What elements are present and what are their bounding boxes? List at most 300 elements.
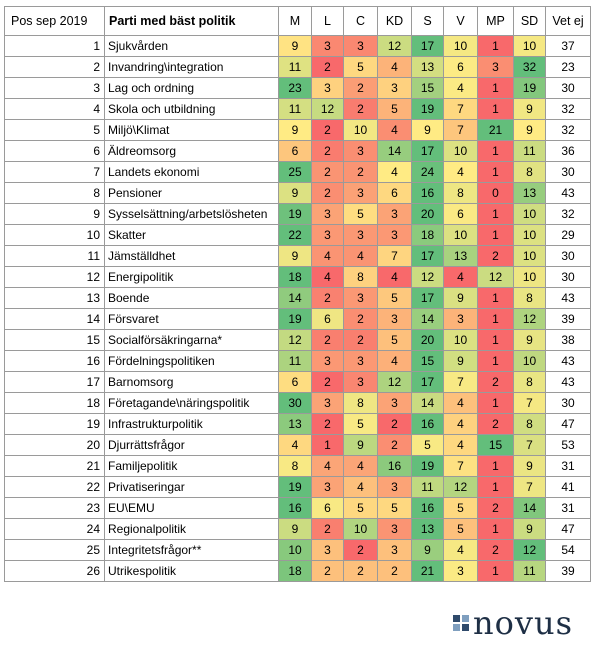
row-issue: Infrastrukturpolitik <box>105 414 279 435</box>
party-value-cell: 21 <box>412 561 444 582</box>
party-value-cell: 5 <box>344 498 378 519</box>
party-value-cell: 2 <box>344 162 378 183</box>
table-header <box>5 7 591 36</box>
header-party-mp: MP <box>478 7 514 36</box>
header-party-m: M <box>279 7 312 36</box>
row-position: 23 <box>5 498 105 519</box>
row-position: 8 <box>5 183 105 204</box>
party-value-cell: 4 <box>378 57 412 78</box>
party-value-cell: 2 <box>312 561 344 582</box>
party-value-cell: 1 <box>478 477 514 498</box>
party-value-cell: 14 <box>514 498 546 519</box>
row-position: 6 <box>5 141 105 162</box>
party-value-cell: 3 <box>312 351 344 372</box>
row-vetej: 31 <box>546 456 591 477</box>
table-row <box>5 372 591 393</box>
table-row <box>5 561 591 582</box>
table-row <box>5 393 591 414</box>
row-issue: Skola och utbildning <box>105 99 279 120</box>
row-position: 1 <box>5 36 105 57</box>
party-value-cell: 22 <box>279 225 312 246</box>
party-value-cell: 2 <box>344 99 378 120</box>
party-value-cell: 4 <box>378 267 412 288</box>
table-row <box>5 246 591 267</box>
row-position: 22 <box>5 477 105 498</box>
row-position: 13 <box>5 288 105 309</box>
party-value-cell: 13 <box>412 57 444 78</box>
party-value-cell: 4 <box>444 162 478 183</box>
party-value-cell: 9 <box>279 246 312 267</box>
party-value-cell: 2 <box>312 162 344 183</box>
party-value-cell: 1 <box>478 78 514 99</box>
party-value-cell: 10 <box>514 351 546 372</box>
party-value-cell: 3 <box>378 204 412 225</box>
party-value-cell: 3 <box>312 393 344 414</box>
row-vetej: 47 <box>546 414 591 435</box>
logo-square <box>453 615 460 622</box>
party-value-cell: 9 <box>279 183 312 204</box>
party-value-cell: 3 <box>378 519 412 540</box>
party-value-cell: 3 <box>378 540 412 561</box>
row-issue: Boende <box>105 288 279 309</box>
party-value-cell: 1 <box>478 393 514 414</box>
party-value-cell: 14 <box>412 309 444 330</box>
party-value-cell: 1 <box>478 36 514 57</box>
table-row <box>5 204 591 225</box>
party-value-cell: 1 <box>478 330 514 351</box>
table-row <box>5 540 591 561</box>
party-value-cell: 4 <box>344 456 378 477</box>
party-value-cell: 17 <box>412 288 444 309</box>
party-value-cell: 3 <box>312 204 344 225</box>
table-row <box>5 414 591 435</box>
table-row <box>5 120 591 141</box>
table-row <box>5 519 591 540</box>
party-value-cell: 2 <box>344 78 378 99</box>
party-value-cell: 6 <box>378 183 412 204</box>
party-value-cell: 2 <box>478 372 514 393</box>
party-value-cell: 10 <box>514 246 546 267</box>
party-value-cell: 4 <box>378 351 412 372</box>
party-value-cell: 1 <box>478 309 514 330</box>
header-pos: Pos sep 2019 <box>5 7 105 36</box>
party-value-cell: 3 <box>444 561 478 582</box>
party-value-cell: 11 <box>279 351 312 372</box>
party-value-cell: 5 <box>378 288 412 309</box>
header-party-c: C <box>344 7 378 36</box>
row-position: 3 <box>5 78 105 99</box>
novus-logo <box>453 606 573 640</box>
party-value-cell: 17 <box>412 141 444 162</box>
row-issue: Utrikespolitik <box>105 561 279 582</box>
party-value-cell: 4 <box>444 435 478 456</box>
row-vetej: 30 <box>546 393 591 414</box>
row-vetej: 43 <box>546 372 591 393</box>
party-value-cell: 17 <box>412 36 444 57</box>
party-value-cell: 19 <box>279 204 312 225</box>
row-position: 12 <box>5 267 105 288</box>
party-value-cell: 20 <box>412 204 444 225</box>
party-value-cell: 20 <box>412 330 444 351</box>
party-value-cell: 2 <box>478 414 514 435</box>
row-vetej: 53 <box>546 435 591 456</box>
party-value-cell: 1 <box>312 435 344 456</box>
party-value-cell: 9 <box>514 519 546 540</box>
table-row <box>5 477 591 498</box>
row-issue: Privatiseringar <box>105 477 279 498</box>
party-value-cell: 3 <box>378 477 412 498</box>
party-value-cell: 7 <box>444 456 478 477</box>
table-row <box>5 99 591 120</box>
party-value-cell: 9 <box>412 540 444 561</box>
row-issue: Lag och ordning <box>105 78 279 99</box>
party-value-cell: 10 <box>444 225 478 246</box>
party-value-cell: 9 <box>514 330 546 351</box>
party-value-cell: 1 <box>478 519 514 540</box>
party-value-cell: 3 <box>312 225 344 246</box>
party-value-cell: 10 <box>514 225 546 246</box>
table-row <box>5 330 591 351</box>
party-value-cell: 6 <box>279 141 312 162</box>
row-vetej: 30 <box>546 246 591 267</box>
logo-wordmark: novus <box>473 604 573 642</box>
party-value-cell: 2 <box>378 414 412 435</box>
row-position: 25 <box>5 540 105 561</box>
header-party-kd: KD <box>378 7 412 36</box>
party-value-cell: 12 <box>444 477 478 498</box>
row-position: 26 <box>5 561 105 582</box>
party-value-cell: 19 <box>279 309 312 330</box>
row-vetej: 38 <box>546 330 591 351</box>
party-value-cell: 5 <box>378 498 412 519</box>
party-value-cell: 10 <box>514 204 546 225</box>
party-value-cell: 3 <box>478 57 514 78</box>
row-issue: Miljö\Klimat <box>105 120 279 141</box>
row-position: 7 <box>5 162 105 183</box>
row-issue: Invandring\integration <box>105 57 279 78</box>
party-value-cell: 5 <box>412 435 444 456</box>
header-party-sd: SD <box>514 7 546 36</box>
party-value-cell: 2 <box>478 498 514 519</box>
row-issue: Socialförsäkringarna* <box>105 330 279 351</box>
party-value-cell: 4 <box>444 267 478 288</box>
party-value-cell: 13 <box>412 519 444 540</box>
row-position: 11 <box>5 246 105 267</box>
party-value-cell: 10 <box>444 36 478 57</box>
table-row <box>5 351 591 372</box>
party-value-cell: 2 <box>344 540 378 561</box>
party-value-cell: 9 <box>514 120 546 141</box>
party-value-cell: 9 <box>514 456 546 477</box>
row-position: 24 <box>5 519 105 540</box>
party-value-cell: 13 <box>444 246 478 267</box>
party-value-cell: 5 <box>444 498 478 519</box>
row-position: 2 <box>5 57 105 78</box>
party-value-cell: 2 <box>312 414 344 435</box>
row-vetej: 37 <box>546 36 591 57</box>
row-vetej: 32 <box>546 99 591 120</box>
table-row <box>5 57 591 78</box>
party-value-cell: 12 <box>412 267 444 288</box>
row-vetej: 36 <box>546 141 591 162</box>
party-value-cell: 4 <box>444 540 478 561</box>
table-row <box>5 78 591 99</box>
row-issue: Pensioner <box>105 183 279 204</box>
party-value-cell: 1 <box>478 351 514 372</box>
party-value-cell: 16 <box>412 498 444 519</box>
party-value-cell: 3 <box>444 309 478 330</box>
party-value-cell: 3 <box>312 36 344 57</box>
row-position: 15 <box>5 330 105 351</box>
party-value-cell: 12 <box>514 540 546 561</box>
row-vetej: 47 <box>546 519 591 540</box>
party-value-cell: 7 <box>514 477 546 498</box>
party-value-cell: 5 <box>444 519 478 540</box>
logo-mark-icon <box>453 615 469 631</box>
party-value-cell: 19 <box>514 78 546 99</box>
row-issue: Företagande\näringspolitik <box>105 393 279 414</box>
row-issue: Sjukvården <box>105 36 279 57</box>
party-value-cell: 13 <box>514 183 546 204</box>
party-value-cell: 13 <box>279 414 312 435</box>
party-value-cell: 14 <box>412 393 444 414</box>
party-value-cell: 3 <box>378 225 412 246</box>
party-value-cell: 11 <box>279 57 312 78</box>
row-position: 10 <box>5 225 105 246</box>
party-value-cell: 10 <box>279 540 312 561</box>
party-value-cell: 4 <box>444 393 478 414</box>
table-row <box>5 309 591 330</box>
party-value-cell: 9 <box>444 351 478 372</box>
row-issue: Barnomsorg <box>105 372 279 393</box>
party-value-cell: 19 <box>412 99 444 120</box>
party-value-cell: 19 <box>279 477 312 498</box>
row-issue: Sysselsättning/arbetslösheten <box>105 204 279 225</box>
table-row <box>5 162 591 183</box>
party-value-cell: 25 <box>279 162 312 183</box>
party-value-cell: 4 <box>344 246 378 267</box>
party-value-cell: 3 <box>378 78 412 99</box>
party-value-cell: 1 <box>478 225 514 246</box>
party-value-cell: 0 <box>478 183 514 204</box>
party-value-cell: 17 <box>412 372 444 393</box>
row-issue: Energipolitik <box>105 267 279 288</box>
party-value-cell: 14 <box>378 141 412 162</box>
row-issue: Landets ekonomi <box>105 162 279 183</box>
party-value-cell: 8 <box>514 162 546 183</box>
party-value-cell: 7 <box>444 99 478 120</box>
party-value-cell: 30 <box>279 393 312 414</box>
party-value-cell: 2 <box>312 288 344 309</box>
row-vetej: 41 <box>546 477 591 498</box>
row-vetej: 30 <box>546 78 591 99</box>
row-vetej: 29 <box>546 225 591 246</box>
party-value-cell: 16 <box>412 414 444 435</box>
row-vetej: 32 <box>546 120 591 141</box>
party-value-cell: 21 <box>478 120 514 141</box>
party-value-cell: 6 <box>444 204 478 225</box>
table-row <box>5 183 591 204</box>
party-value-cell: 1 <box>478 288 514 309</box>
party-value-cell: 10 <box>514 267 546 288</box>
party-value-cell: 3 <box>378 309 412 330</box>
logo-square <box>462 615 469 622</box>
party-issue-table <box>4 6 591 582</box>
row-vetej: 54 <box>546 540 591 561</box>
row-issue: Försvaret <box>105 309 279 330</box>
party-value-cell: 4 <box>312 246 344 267</box>
party-value-cell: 2 <box>344 330 378 351</box>
party-value-cell: 3 <box>344 372 378 393</box>
row-issue: Regionalpolitik <box>105 519 279 540</box>
row-issue: Integritetsfrågor** <box>105 540 279 561</box>
table-row <box>5 435 591 456</box>
party-value-cell: 2 <box>312 183 344 204</box>
party-value-cell: 4 <box>378 120 412 141</box>
party-value-cell: 4 <box>444 78 478 99</box>
row-issue: Fördelningspolitiken <box>105 351 279 372</box>
party-value-cell: 2 <box>344 309 378 330</box>
party-value-cell: 4 <box>312 267 344 288</box>
party-value-cell: 2 <box>312 141 344 162</box>
party-value-cell: 12 <box>378 372 412 393</box>
party-value-cell: 2 <box>478 540 514 561</box>
party-value-cell: 17 <box>412 246 444 267</box>
party-value-cell: 2 <box>378 561 412 582</box>
party-value-cell: 3 <box>312 477 344 498</box>
party-value-cell: 15 <box>412 351 444 372</box>
party-value-cell: 11 <box>514 561 546 582</box>
row-vetej: 31 <box>546 498 591 519</box>
party-value-cell: 10 <box>514 36 546 57</box>
row-vetej: 43 <box>546 183 591 204</box>
logo-square <box>462 624 469 631</box>
row-vetej: 39 <box>546 561 591 582</box>
party-value-cell: 3 <box>312 78 344 99</box>
party-value-cell: 9 <box>344 435 378 456</box>
row-vetej: 32 <box>546 204 591 225</box>
header-party-v: V <box>444 7 478 36</box>
party-value-cell: 9 <box>444 288 478 309</box>
party-value-cell: 4 <box>378 162 412 183</box>
row-vetej: 39 <box>546 309 591 330</box>
header-party-s: S <box>412 7 444 36</box>
party-value-cell: 16 <box>279 498 312 519</box>
party-value-cell: 6 <box>444 57 478 78</box>
row-position: 19 <box>5 414 105 435</box>
party-value-cell: 16 <box>412 183 444 204</box>
party-value-cell: 4 <box>279 435 312 456</box>
party-value-cell: 10 <box>344 120 378 141</box>
party-value-cell: 1 <box>478 141 514 162</box>
party-value-cell: 8 <box>344 393 378 414</box>
header-issue: Parti med bäst politik <box>105 7 279 36</box>
party-value-cell: 8 <box>514 372 546 393</box>
row-issue: Skatter <box>105 225 279 246</box>
party-value-cell: 1 <box>478 204 514 225</box>
table-row <box>5 225 591 246</box>
row-position: 20 <box>5 435 105 456</box>
table-body <box>5 36 591 582</box>
party-value-cell: 3 <box>344 288 378 309</box>
party-value-cell: 12 <box>478 267 514 288</box>
party-value-cell: 7 <box>514 435 546 456</box>
row-issue: Jämställdhet <box>105 246 279 267</box>
party-value-cell: 18 <box>279 267 312 288</box>
party-value-cell: 2 <box>312 519 344 540</box>
party-value-cell: 9 <box>279 519 312 540</box>
row-position: 17 <box>5 372 105 393</box>
party-value-cell: 12 <box>378 36 412 57</box>
row-issue: EU\EMU <box>105 498 279 519</box>
party-value-cell: 2 <box>344 561 378 582</box>
party-value-cell: 2 <box>312 372 344 393</box>
row-position: 18 <box>5 393 105 414</box>
party-value-cell: 11 <box>412 477 444 498</box>
logo-square <box>453 624 460 631</box>
party-value-cell: 7 <box>378 246 412 267</box>
party-value-cell: 3 <box>344 351 378 372</box>
row-issue: Djurrättsfrågor <box>105 435 279 456</box>
party-value-cell: 10 <box>444 330 478 351</box>
party-value-cell: 2 <box>312 330 344 351</box>
row-vetej: 43 <box>546 351 591 372</box>
party-value-cell: 4 <box>444 414 478 435</box>
party-value-cell: 3 <box>344 141 378 162</box>
party-value-cell: 9 <box>279 36 312 57</box>
row-position: 21 <box>5 456 105 477</box>
row-vetej: 43 <box>546 288 591 309</box>
party-value-cell: 15 <box>478 435 514 456</box>
table-row <box>5 456 591 477</box>
party-value-cell: 5 <box>344 414 378 435</box>
row-position: 16 <box>5 351 105 372</box>
table-row <box>5 36 591 57</box>
party-value-cell: 9 <box>514 99 546 120</box>
party-value-cell: 5 <box>344 57 378 78</box>
party-value-cell: 7 <box>514 393 546 414</box>
party-value-cell: 12 <box>514 309 546 330</box>
row-issue: Äldreomsorg <box>105 141 279 162</box>
party-value-cell: 11 <box>514 141 546 162</box>
party-value-cell: 12 <box>312 99 344 120</box>
party-value-cell: 5 <box>378 99 412 120</box>
party-value-cell: 24 <box>412 162 444 183</box>
party-value-cell: 23 <box>279 78 312 99</box>
party-value-cell: 18 <box>412 225 444 246</box>
party-value-cell: 14 <box>279 288 312 309</box>
party-value-cell: 4 <box>312 456 344 477</box>
row-vetej: 30 <box>546 162 591 183</box>
party-value-cell: 6 <box>312 498 344 519</box>
party-value-cell: 10 <box>344 519 378 540</box>
party-value-cell: 32 <box>514 57 546 78</box>
party-value-cell: 1 <box>478 456 514 477</box>
table-row <box>5 141 591 162</box>
party-value-cell: 3 <box>344 225 378 246</box>
party-value-cell: 8 <box>514 288 546 309</box>
party-value-cell: 8 <box>514 414 546 435</box>
header-vetej: Vet ej <box>546 7 591 36</box>
table-row <box>5 267 591 288</box>
party-value-cell: 3 <box>378 393 412 414</box>
party-value-cell: 18 <box>279 561 312 582</box>
party-value-cell: 5 <box>378 330 412 351</box>
party-value-cell: 8 <box>444 183 478 204</box>
party-value-cell: 7 <box>444 120 478 141</box>
party-value-cell: 6 <box>279 372 312 393</box>
party-value-cell: 19 <box>412 456 444 477</box>
